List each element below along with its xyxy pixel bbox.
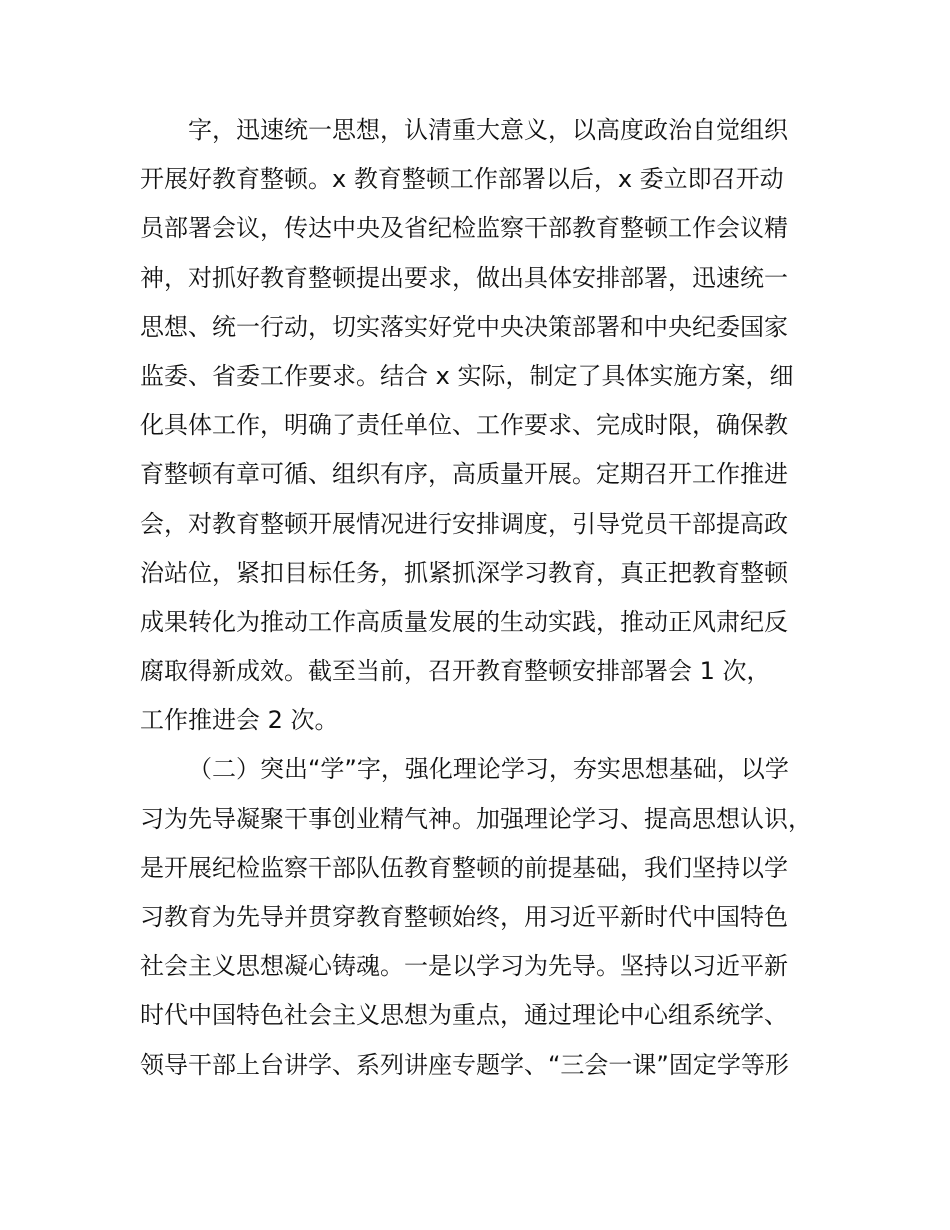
paragraph-line: 社会主义思想凝心铸魂。一是以学习为先导。坚持以习近平新 bbox=[140, 952, 788, 981]
paragraph-1 bbox=[140, 106, 820, 745]
paragraph-line: 员部署会议，传达中央及省纪检监察干部教育整顿工作会议精 bbox=[140, 214, 788, 243]
paragraph-line: 领导干部上台讲学、系列讲座专题学、“三会一课”固定学等形 bbox=[140, 1050, 789, 1079]
paragraph-line: 成果转化为推动工作高质量发展的生动实践，推动正风肃纪反 bbox=[140, 607, 788, 636]
paragraph-2 bbox=[140, 745, 820, 1089]
paragraph-line: 习教育为先导并贯穿教育整顿始终，用习近平新时代中国特色 bbox=[140, 903, 788, 931]
paragraph-line: （二）突出“学”字，强化理论学习，夯实思想基础，以学 bbox=[188, 755, 789, 784]
paragraph-line: 育整顿有章可循、组织有序，高质量开展。定期召开工作推进 bbox=[140, 460, 788, 489]
paragraph-line: 是开展纪检监察干部队伍教育整顿的前提基础，我们坚持以学 bbox=[140, 853, 788, 882]
paragraph-line: 开展好教育整顿。x 教育整顿工作部署以后，x 委立即召开动 bbox=[140, 165, 784, 194]
paragraph-line: 化具体工作，明确了责任单位、工作要求、完成时限，确保教 bbox=[140, 411, 788, 440]
paragraph-line: 字，迅速统一思想，认清重大意义，以高度政治自觉组织 bbox=[188, 116, 788, 144]
paragraph-line: 会，对教育整顿开展情况进行安排调度，引导党员干部提高政 bbox=[140, 509, 788, 538]
paragraph-line: 时代中国特色社会主义思想为重点，通过理论中心组系统学、 bbox=[140, 1001, 788, 1030]
paragraph-line: 习为先导凝聚干事创业精气神。加强理论学习、提高思想认识， bbox=[140, 804, 812, 833]
paragraph-line: 工作推进会 2 次。 bbox=[140, 706, 339, 735]
paragraph-line: 神，对抓好教育整顿提出要求，做出具体安排部署，迅速统一 bbox=[140, 263, 788, 292]
paragraph-line: 思想、统一行动，切实落实好党中央决策部署和中央纪委国家 bbox=[140, 312, 788, 341]
paragraph-line: 监委、省委工作要求。结合 x 实际，制定了具体实施方案，细 bbox=[140, 361, 794, 390]
paragraph-line: 治站位，紧扣目标任务，抓紧抓深学习教育，真正把教育整顿 bbox=[140, 558, 788, 587]
document-body bbox=[140, 106, 820, 1090]
paragraph-line: 腐取得新成效。截至当前，召开教育整顿安排部署会 1 次， bbox=[140, 657, 771, 686]
